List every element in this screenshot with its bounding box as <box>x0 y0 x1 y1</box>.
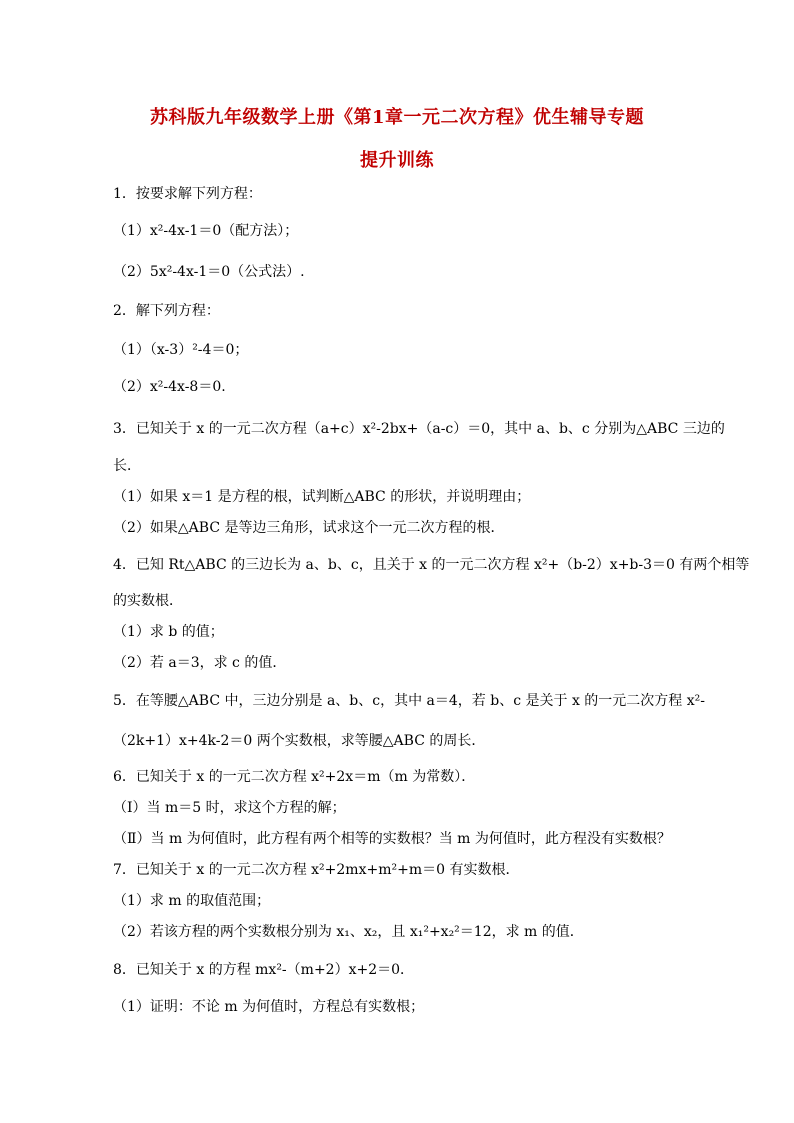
question-4-part-1: （1）求 b 的值； <box>113 624 224 640</box>
question-6-part-1: （Ⅰ）当 m＝5 时，求这个方程的解； <box>113 800 346 816</box>
question-5-stem: 5．在等腰△ABC 中，三边分别是 a、b、c，其中 a＝4，若 b、c 是关于 x 的一元二次方程 x²- <box>113 693 705 709</box>
document-subtitle: 提升训练 <box>360 150 434 171</box>
question-4-stem-cont: 的实数根． <box>113 593 183 609</box>
document-title: 苏科版九年级数学上册《第1章一元二次方程》优生辅导专题 <box>149 107 645 128</box>
question-8-part-1: （1）证明：不论 m 为何值时，方程总有实数根； <box>113 999 425 1015</box>
question-7-stem: 7．已知关于 x 的一元二次方程 x²+2mx+m²+m＝0 有实数根． <box>113 862 520 878</box>
question-3-stem-cont: 长． <box>113 458 141 474</box>
question-1-stem: 1．按要求解下列方程： <box>113 186 262 202</box>
question-3-part-2: （2）如果△ABC 是等边三角形，试求这个一元二次方程的根． <box>113 520 505 536</box>
question-6-stem: 6．已知关于 x 的一元二次方程 x²+2x＝m（m 为常数）． <box>113 769 476 785</box>
question-4-part-2: （2）若 a＝3，求 c 的值． <box>113 655 287 671</box>
question-2-part-2: （2）x²-4x-8＝0. <box>113 379 226 395</box>
question-3-stem: 3．已知关于 x 的一元二次方程（a+c）x²-2bx+（a-c）＝0，其中 a、b、c 分别为△ABC 三边的 <box>113 421 725 437</box>
question-5-stem-cont: （2k+1）x+4k-2＝0 两个实数根，求等腰△ABC 的周长． <box>113 733 486 749</box>
question-1-part-2: （2）5x²-4x-1＝0（公式法）. <box>113 264 305 280</box>
question-8-stem: 8．已知关于 x 的方程 mx²-（m+2）x+2＝0． <box>113 962 415 978</box>
question-1-part-1: （1）x²-4x-1＝0（配方法）； <box>113 223 299 239</box>
question-7-part-2: （2）若该方程的两个实数根分别为 x₁、x₂，且 x₁²+x₂²＝12，求 m 的值． <box>113 924 584 940</box>
question-2-part-1: （1）（x-3）²-4＝0； <box>113 342 249 358</box>
question-4-stem: 4．已知 Rt△ABC 的三边长为 a、b、c，且关于 x 的一元二次方程 x²+（b-2）x+b-3＝0 有两个相等 <box>113 557 750 573</box>
question-3-part-1: （1）如果 x＝1 是方程的根，试判断△ABC 的形状，并说明理由； <box>113 489 531 505</box>
question-7-part-1: （1）求 m 的取值范围； <box>113 893 271 909</box>
question-2-stem: 2．解下列方程： <box>113 303 220 319</box>
question-6-part-2: （Ⅱ）当 m 为何值时，此方程有两个相等的实数根？当 m 为何值时，此方程没有实数根？ <box>113 831 671 847</box>
